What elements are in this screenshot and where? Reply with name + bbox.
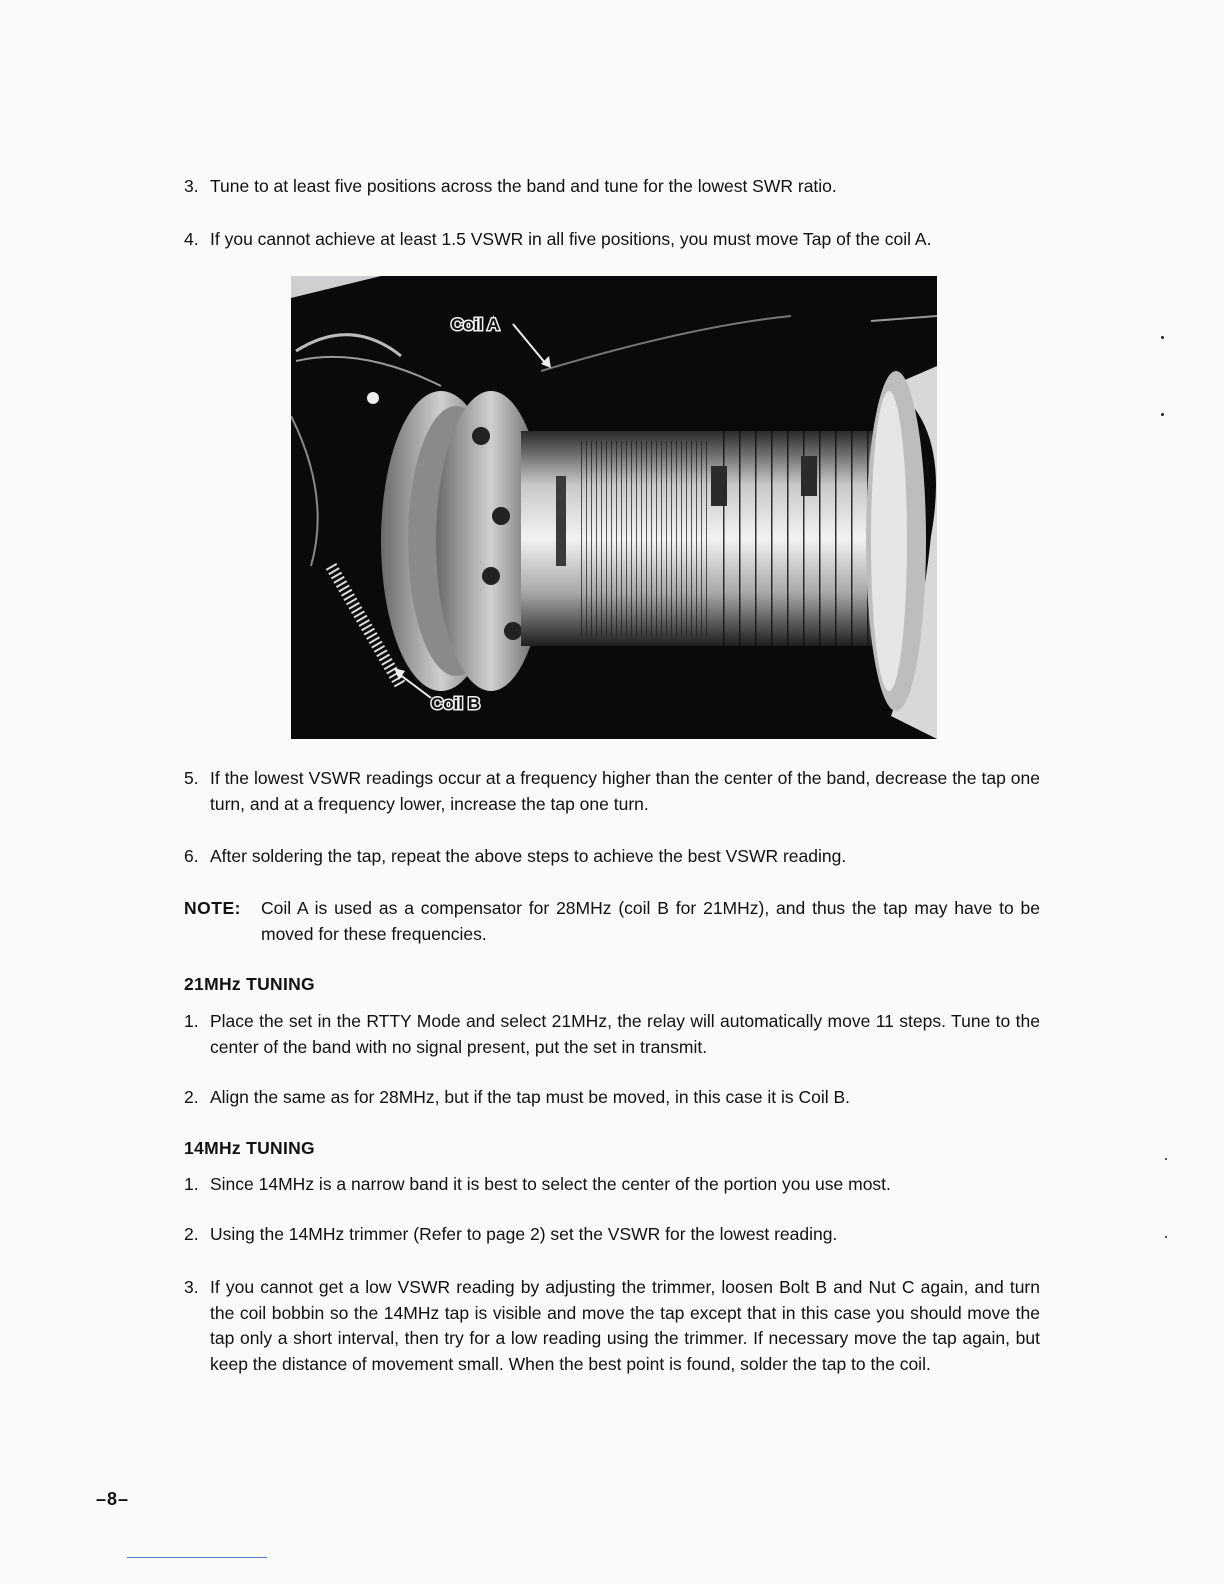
step-text: Using the 14MHz trimmer (Refer to page 2) set the VSWR for the lowest reading. (210, 1224, 838, 1244)
scan-speck (1165, 1158, 1167, 1160)
note-text: Coil A is used as a compensator for 28MHz (coil B for 21MHz), and thus the tap may have to be moved for these frequencies. (261, 898, 1040, 944)
coil-photo-illustration (291, 276, 937, 739)
coil-a-label: Coil A (451, 315, 500, 334)
step-number: 5. (184, 768, 199, 788)
coil-b-label: Coil B (431, 694, 481, 713)
step-number: 1. (184, 1174, 199, 1194)
note-block (184, 896, 1040, 947)
step-text: After soldering the tap, repeat the above steps to achieve the best VSWR reading. (210, 846, 847, 866)
step-number: 2. (184, 1224, 199, 1244)
step-14mhz-1 (184, 1172, 1040, 1198)
step-14mhz-3 (184, 1275, 1040, 1377)
step-number: 3. (184, 176, 199, 196)
step-number: 2. (184, 1087, 199, 1107)
step-14mhz-2 (184, 1222, 1040, 1248)
step-21mhz-2 (184, 1085, 1040, 1111)
scan-speck (1165, 1236, 1167, 1238)
scan-speck (1161, 413, 1164, 416)
step-6-after-soldering (184, 844, 1040, 870)
step-number: 6. (184, 846, 199, 866)
scan-edge-line (127, 1557, 267, 1558)
step-text: Tune to at least five positions across the band and tune for the lowest SWR ratio. (210, 176, 837, 196)
step-number: 1. (184, 1011, 199, 1031)
step-5-decrease-increase-tap (184, 766, 1040, 817)
step-4-move-tap-coil-a (184, 227, 1040, 253)
step-number: 3. (184, 1277, 199, 1297)
step-number: 4. (184, 229, 199, 249)
step-3-tune-positions (184, 174, 1040, 200)
step-text: If you cannot get a low VSWR reading by adjusting the trimmer, loosen Bolt B and Nut C again, and turn the coil bobbin so the 14MHz tap is visible and move the tap except that in this case you should move the tap only a short interval, then try for a low reading using the trimmer. If necessary move the tap again, but keep the distance of movement small. When the best point is found, solder the tap to the coil. (210, 1277, 1040, 1374)
step-text: Place the set in the RTTY Mode and select 21MHz, the relay will automatically move 11 steps. Tune to the center of the band with no signal present, put the set in transmit. (210, 1011, 1040, 1057)
step-text: If you cannot achieve at least 1.5 VSWR in all five positions, you must move Tap of the coil A. (210, 229, 932, 249)
step-text: Align the same as for 28MHz, but if the tap must be moved, in this case it is Coil B. (210, 1087, 851, 1107)
step-21mhz-1 (184, 1009, 1040, 1060)
page-number: –8– (96, 1489, 130, 1509)
section-heading-21mhz: 21MHz TUNING (184, 974, 315, 994)
section-heading-14mhz: 14MHz TUNING (184, 1138, 315, 1158)
step-text: Since 14MHz is a narrow band it is best to select the center of the portion you use most. (210, 1174, 891, 1194)
scan-speck (1161, 336, 1164, 339)
step-text: If the lowest VSWR readings occur at a frequency higher than the center of the band, decrease the tap one turn, and at a frequency lower, increase the tap one turn. (210, 768, 1040, 814)
note-label: NOTE: (184, 898, 241, 918)
coil-photo (291, 276, 937, 739)
